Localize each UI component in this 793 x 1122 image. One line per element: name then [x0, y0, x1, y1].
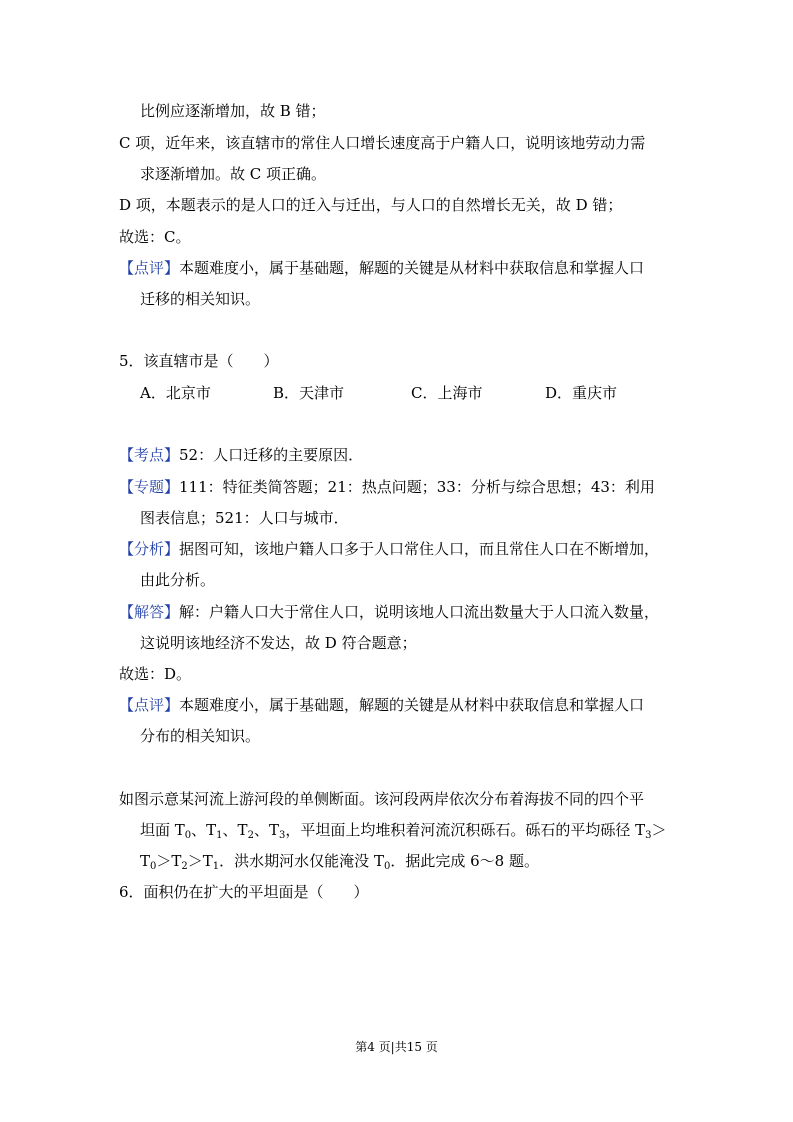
text-run: ．洪水期河水仅能淹没 T — [219, 852, 384, 870]
subscript: 1 — [212, 861, 220, 872]
question-stem: 5．该直辖市是（ ） — [119, 352, 279, 370]
text-line: C 项，近年来，该直辖市的常住人口增长速度高于户籍人口，说明该地劳动力需 — [119, 134, 646, 152]
text-line: 图表信息；521：人口与城市． — [140, 509, 349, 527]
subscript: 2 — [181, 861, 188, 872]
text-line: 迁移的相关知识。 — [140, 290, 261, 308]
text-line: 求逐渐增加。故 C 项正确。 — [140, 165, 327, 183]
text-run: ＞ — [651, 821, 667, 839]
text-line: 这说明该地经济不发达，故 D 符合题意； — [140, 634, 417, 652]
subscript: 0 — [184, 830, 192, 841]
passage-line — [140, 851, 539, 871]
text-run: T — [140, 852, 151, 870]
subscript: 0 — [383, 861, 391, 872]
review-text: 本题难度小，属于基础题，解题的关键是从材料中获取信息和掌握人口 — [179, 696, 645, 714]
text-line: D 项，本题表示的是人口的迁入与迁出，与人口的自然增长无关，故 D 错； — [119, 196, 623, 214]
review-tag: 【点评】 — [119, 259, 180, 277]
option-b: B．天津市 — [273, 384, 345, 402]
passage-line — [140, 820, 667, 840]
text-line: 比例应逐渐增加，故 B 错； — [140, 102, 326, 120]
review-text: 本题难度小，属于基础题，解题的关键是从材料中获取信息和掌握人口 — [179, 259, 645, 277]
subscript: 2 — [247, 830, 254, 841]
jieda-paragraph — [119, 602, 659, 622]
jieda-text: 解：户籍人口大于常住人口，说明该地人口流出数量大于人口流入数量， — [179, 603, 660, 621]
text-run: ＞T — [187, 852, 213, 870]
subscript: 1 — [216, 830, 223, 841]
text-run: ，平坦面上均堆积着河流沉积砾石。砾石的平均砾径 T — [285, 821, 646, 839]
kaodian-text: 52：人口迁移的主要原因． — [179, 446, 364, 464]
zhuanti-paragraph — [119, 477, 655, 497]
option-c: C．上海市 — [411, 384, 483, 402]
subscript: 3 — [645, 830, 652, 841]
text-run: 、T — [253, 821, 279, 839]
text-run: ＞T — [156, 852, 182, 870]
page-footer: 第4 页|共15 页 — [355, 1040, 438, 1054]
subscript: 0 — [150, 861, 157, 872]
text-line: 由此分析。 — [140, 571, 216, 589]
answer-line: 故选：D。 — [119, 665, 192, 683]
text-run: ．据此完成 6～8 题。 — [390, 852, 539, 870]
fenxi-paragraph — [119, 539, 659, 559]
kaodian-paragraph — [119, 445, 363, 465]
review-paragraph — [119, 695, 644, 715]
text-line: 故选：C。 — [119, 228, 191, 246]
subscript: 3 — [278, 830, 286, 841]
text-run: 、T — [191, 821, 217, 839]
zhuanti-text: 111：特征类简答题；21：热点问题；33：分析与综合思想；43：利用 — [179, 478, 655, 496]
option-d: D．重庆市 — [545, 384, 618, 402]
review-paragraph — [119, 258, 644, 278]
text-line: 分布的相关知识。 — [140, 727, 261, 745]
zhuanti-tag: 【专题】 — [119, 478, 180, 496]
question-stem: 6．面积仍在扩大的平坦面是（ ） — [119, 883, 369, 901]
text-run: 、T — [222, 821, 248, 839]
jieda-tag: 【解答】 — [119, 603, 180, 621]
text-run: 坦面 T — [140, 821, 185, 839]
review-tag: 【点评】 — [119, 696, 180, 714]
fenxi-text: 据图可知，该地户籍人口多于人口常住人口，而且常住人口在不断增加， — [179, 540, 660, 558]
passage-line: 如图示意某河流上游河段的单侧断面。该河段两岸依次分布着海拔不同的四个平 — [119, 790, 645, 808]
kaodian-tag: 【考点】 — [119, 446, 180, 464]
fenxi-tag: 【分析】 — [119, 540, 180, 558]
option-a: A．北京市 — [140, 384, 211, 402]
